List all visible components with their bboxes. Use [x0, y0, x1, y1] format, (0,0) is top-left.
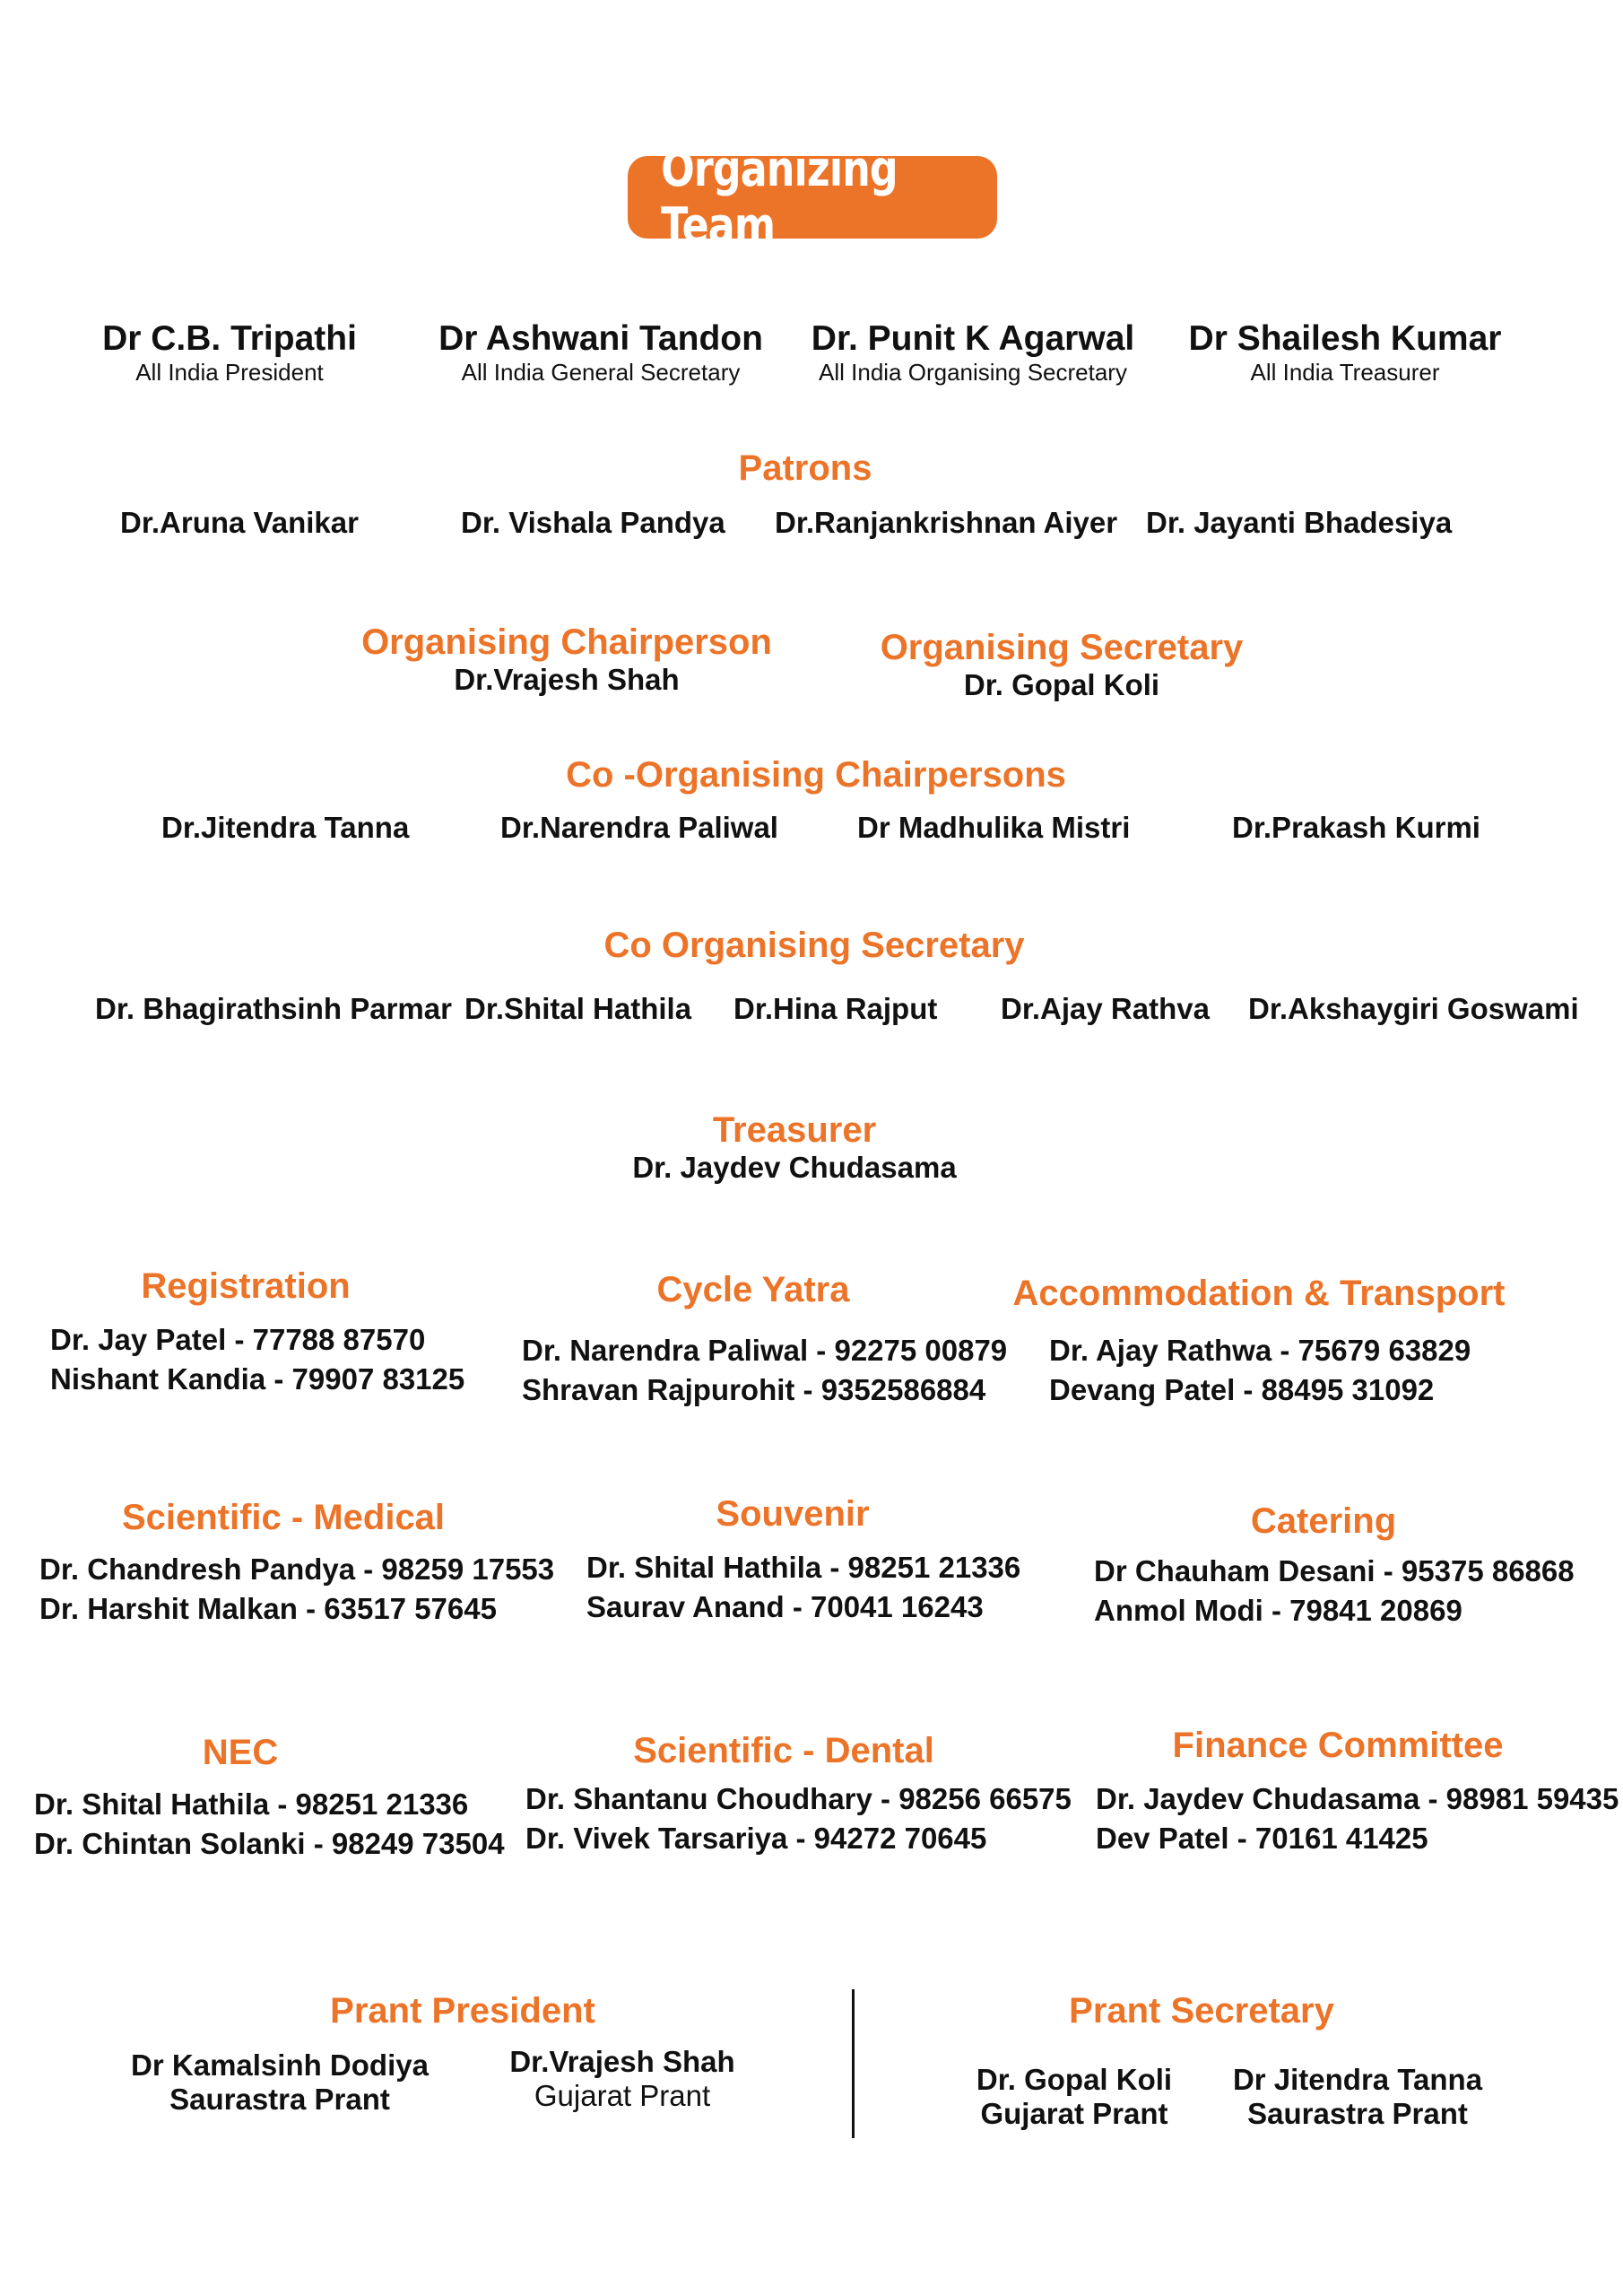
committee-heading: Souvenir — [716, 1494, 870, 1534]
committee-heading: Cycle Yatra — [656, 1270, 850, 1309]
title-banner — [628, 141, 997, 254]
committee-members — [1049, 1331, 1471, 1410]
patron-name: Dr.Ranjankrishnan Aiyer — [775, 506, 1118, 539]
committee-member: Dr Chauham Desani - 95375 86868 — [1094, 1554, 1575, 1587]
prant-secretary-member — [1233, 2063, 1482, 2131]
co-secretary-heading: Co Organising Secretary — [603, 926, 1025, 965]
member-prant: Gujarat Prant — [534, 2079, 711, 2112]
member-name: Dr Kamalsinh Dodiya — [131, 2048, 429, 2082]
committee-member: Dev Patel - 70161 41425 — [1096, 1822, 1428, 1855]
national-member — [812, 319, 1134, 387]
co-secretary-name: Dr.Akshaygiri Goswami — [1248, 992, 1579, 1025]
committee-heading: Accommodation & Transport — [1012, 1274, 1506, 1313]
member-name: Dr Jitendra Tanna — [1232, 2063, 1483, 2096]
member-name: Dr Shailesh Kumar — [1188, 319, 1502, 358]
committee-member: Dr. Ajay Rathwa - 75679 63829 — [1049, 1334, 1471, 1367]
co-chairperson-name: Dr Madhulika Mistri — [857, 811, 1131, 844]
organising-secretary-name: Dr. Gopal Koli — [963, 668, 1160, 701]
committee-heading: Registration — [141, 1266, 351, 1306]
organising-chairperson-heading: Organising Chairperson — [361, 622, 772, 662]
committee-member: Dr. Jay Patel - 77788 87570 — [50, 1323, 426, 1356]
member-name: Dr. Punit K Agarwal — [811, 319, 1135, 358]
organising-chairperson-name: Dr.Vrajesh Shah — [454, 663, 680, 696]
member-role: All India President — [135, 359, 324, 386]
member-name: Dr Ashwani Tandon — [438, 319, 763, 358]
committee-member: Dr. Narendra Paliwal - 92275 00879 — [522, 1334, 1008, 1367]
patron-name: Dr. Jayanti Bhadesiya — [1146, 506, 1453, 539]
committee-heading: Catering — [1250, 1501, 1397, 1541]
committee-heading: NEC — [202, 1733, 279, 1772]
member-role: All India Organising Secretary — [819, 359, 1127, 386]
prant-secretary-heading: Prant Secretary — [1069, 1991, 1334, 2031]
member-role: All India Treasurer — [1250, 359, 1440, 386]
committee-members — [1094, 1552, 1575, 1631]
vertical-divider — [852, 1989, 855, 2138]
committee-members — [34, 1785, 505, 1864]
committee-member: Shravan Rajpurohit - 9352586884 — [522, 1373, 986, 1406]
co-secretary-name: Dr.Ajay Rathva — [1001, 992, 1210, 1025]
member-role: All India General Secretary — [461, 359, 741, 386]
committee-members — [1096, 1779, 1619, 1858]
co-secretary-name: Dr. Bhagirathsinh Parmar — [95, 992, 452, 1025]
committee-member: Nishant Kandia - 79907 83125 — [50, 1362, 465, 1396]
organising-secretary-heading: Organising Secretary — [880, 628, 1244, 667]
committee-heading: Scientific - Medical — [121, 1498, 446, 1537]
patron-name: Dr. Vishala Pandya — [461, 506, 725, 539]
member-prant: Gujarat Prant — [980, 2097, 1168, 2130]
co-chairperson-name: Dr.Narendra Paliwal — [500, 811, 778, 844]
prant-president-member — [131, 2048, 429, 2117]
page-title: Organizing Team — [661, 141, 898, 254]
co-secretary-name: Dr.Shital Hathila — [464, 992, 692, 1025]
treasurer-name: Dr. Jaydev Chudasama — [632, 1151, 957, 1184]
committee-member: Saurav Anand - 70041 16243 — [586, 1590, 984, 1623]
committee-member: Dr. Jaydev Chudasama - 98981 59435 — [1096, 1782, 1619, 1815]
organising-secretary-block — [881, 628, 1244, 702]
committee-member: Dr. Shantanu Choudhary - 98256 66575 — [525, 1782, 1072, 1815]
member-name: Dr. Gopal Koli — [976, 2063, 1173, 2096]
committee-heading: Finance Committee — [1172, 1726, 1504, 1765]
committee-member: Dr. Shital Hathila - 98251 21336 — [586, 1551, 1021, 1584]
organising-chairperson-block — [361, 622, 772, 697]
member-name: Dr.Vrajesh Shah — [509, 2045, 735, 2078]
committee-member: Dr. Shital Hathila - 98251 21336 — [34, 1787, 469, 1821]
member-prant: Saurastra Prant — [169, 2083, 390, 2116]
committee-member: Dr. Chintan Solanki - 98249 73504 — [34, 1827, 505, 1860]
committee-members — [586, 1548, 1020, 1627]
treasurer-block — [632, 1110, 956, 1185]
member-prant: Saurastra Prant — [1247, 2097, 1468, 2130]
national-member — [1189, 319, 1502, 387]
national-member — [438, 319, 763, 387]
national-member — [102, 319, 357, 387]
prant-president-heading: Prant President — [330, 1991, 595, 2031]
committee-member: Dr. Harshit Malkan - 63517 57645 — [39, 1592, 497, 1625]
committee-member: Anmol Modi - 79841 20869 — [1094, 1594, 1462, 1627]
co-chairperson-name: Dr.Prakash Kurmi — [1232, 811, 1480, 844]
co-chairpersons-heading: Co -Organising Chairpersons — [566, 755, 1066, 795]
prant-secretary-member — [976, 2063, 1172, 2131]
patron-name: Dr.Aruna Vanikar — [120, 506, 359, 539]
committee-members — [525, 1779, 1072, 1858]
co-chairperson-name: Dr.Jitendra Tanna — [161, 811, 410, 844]
treasurer-heading: Treasurer — [712, 1110, 877, 1150]
committee-member: Dr. Chandresh Pandya - 98259 17553 — [39, 1552, 555, 1586]
committee-members — [50, 1320, 464, 1399]
committee-members — [522, 1331, 1007, 1410]
patrons-heading: Patrons — [738, 448, 872, 488]
committee-heading: Scientific - Dental — [633, 1731, 934, 1770]
member-name: Dr C.B. Tripathi — [102, 319, 357, 358]
committee-members — [39, 1550, 554, 1629]
co-secretary-name: Dr.Hina Rajput — [733, 992, 938, 1025]
committee-member: Devang Patel - 88495 31092 — [1049, 1373, 1435, 1406]
prant-president-member — [509, 2045, 734, 2113]
committee-member: Dr. Vivek Tarsariya - 94272 70645 — [525, 1822, 987, 1855]
